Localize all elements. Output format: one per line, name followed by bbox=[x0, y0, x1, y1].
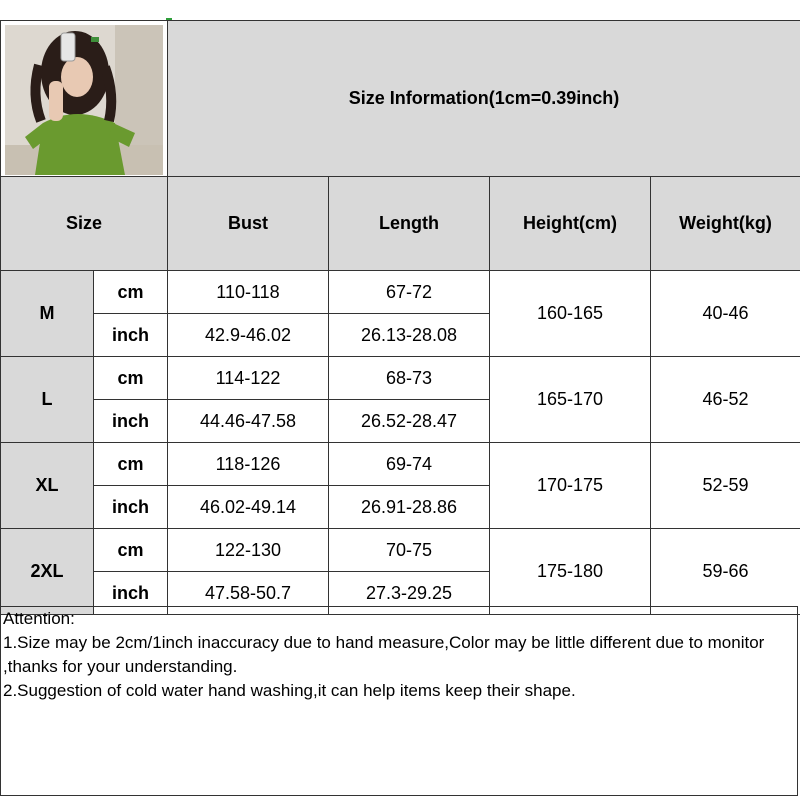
model-photo-cell bbox=[1, 21, 168, 177]
weight-column-header: Weight(kg) bbox=[651, 177, 800, 271]
attention-notes bbox=[0, 606, 798, 796]
length-inch-value: 26.52-28.47 bbox=[329, 400, 490, 443]
model-photo-icon bbox=[5, 25, 163, 175]
height-value: 165-170 bbox=[490, 357, 651, 443]
bust-column-header: Bust bbox=[168, 177, 329, 271]
length-inch-value: 26.13-28.08 bbox=[329, 314, 490, 357]
unit-inch-label: inch bbox=[94, 572, 168, 615]
weight-value: 46-52 bbox=[651, 357, 800, 443]
size-label: 2XL bbox=[1, 529, 94, 615]
table-row bbox=[1, 271, 800, 314]
unit-inch-label: inch bbox=[94, 314, 168, 357]
bust-inch-value: 44.46-47.58 bbox=[168, 400, 329, 443]
height-value: 175-180 bbox=[490, 529, 651, 615]
unit-inch-label: inch bbox=[94, 400, 168, 443]
bust-inch-value: 42.9-46.02 bbox=[168, 314, 329, 357]
height-column-header: Height(cm) bbox=[490, 177, 651, 271]
model-photo bbox=[5, 25, 163, 175]
notes-line-1: 1.Size may be 2cm/1inch inaccuracy due to hand measure,Color may be little different due to monitor ,thanks for your understanding. bbox=[3, 633, 765, 676]
notes-heading: Attention: bbox=[3, 609, 75, 628]
size-label: XL bbox=[1, 443, 94, 529]
table-row bbox=[1, 529, 800, 572]
size-table bbox=[0, 20, 800, 615]
height-value: 170-175 bbox=[490, 443, 651, 529]
length-cm-value: 67-72 bbox=[329, 271, 490, 314]
unit-cm-label: cm bbox=[94, 529, 168, 572]
length-cm-value: 69-74 bbox=[329, 443, 490, 486]
length-cm-value: 70-75 bbox=[329, 529, 490, 572]
unit-cm-label: cm bbox=[94, 357, 168, 400]
bust-cm-value: 110-118 bbox=[168, 271, 329, 314]
unit-cm-label: cm bbox=[94, 271, 168, 314]
length-inch-value: 27.3-29.25 bbox=[329, 572, 490, 615]
bust-inch-value: 47.58-50.7 bbox=[168, 572, 329, 615]
length-column-header: Length bbox=[329, 177, 490, 271]
bust-inch-value: 46.02-49.14 bbox=[168, 486, 329, 529]
bust-cm-value: 122-130 bbox=[168, 529, 329, 572]
size-column-header: Size bbox=[1, 177, 168, 271]
weight-value: 40-46 bbox=[651, 271, 800, 357]
weight-value: 59-66 bbox=[651, 529, 800, 615]
length-cm-value: 68-73 bbox=[329, 357, 490, 400]
unit-inch-label: inch bbox=[94, 486, 168, 529]
chart-title: Size Information(1cm=0.39inch) bbox=[168, 21, 800, 177]
weight-value: 52-59 bbox=[651, 443, 800, 529]
size-chart bbox=[0, 20, 800, 798]
height-value: 160-165 bbox=[490, 271, 651, 357]
table-row bbox=[1, 443, 800, 486]
bust-cm-value: 114-122 bbox=[168, 357, 329, 400]
notes-line-2: 2.Suggestion of cold water hand washing,it can help items keep their shape. bbox=[3, 681, 576, 700]
length-inch-value: 26.91-28.86 bbox=[329, 486, 490, 529]
size-label: M bbox=[1, 271, 94, 357]
table-row bbox=[1, 357, 800, 400]
size-label: L bbox=[1, 357, 94, 443]
unit-cm-label: cm bbox=[94, 443, 168, 486]
bust-cm-value: 118-126 bbox=[168, 443, 329, 486]
